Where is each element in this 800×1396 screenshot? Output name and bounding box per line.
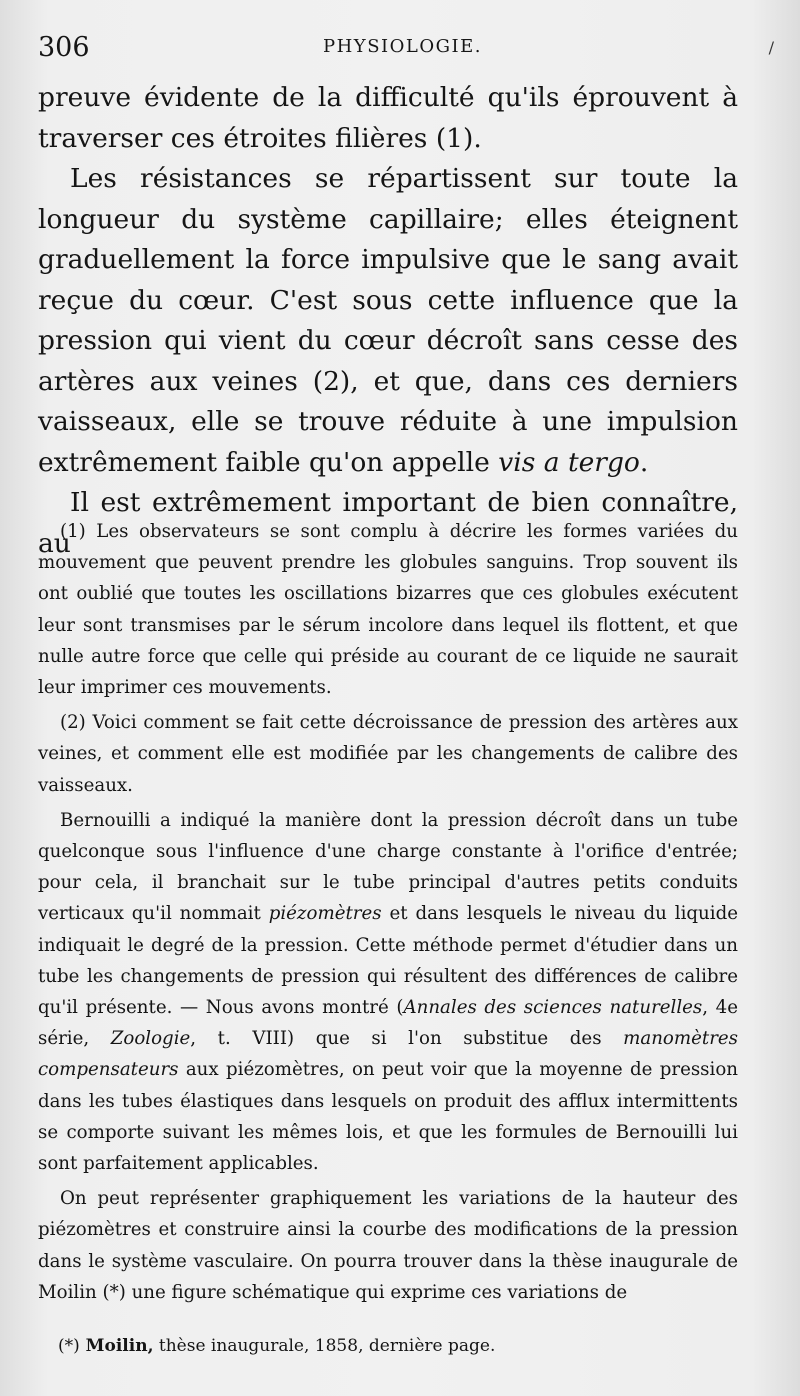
note-text: aux piézomètres, on peut voir que la moyenne de pression dans les tubes élastiques dans lesquels on produit des afflux intermittents se comporte suivant les mêmes lois, et que les formules de Bernouilli lui sont parfaitement applicables. <box>38 1059 738 1175</box>
note-2-bernouilli <box>38 805 738 1179</box>
note-2-graph: On peut représenter graphiquement les variations de la hauteur des piézomètres et construire ainsi la courbe des modifications de la pression dans le système vasculaire. On pourra trouver dans la thèse inaugurale de Moilin (*) une figure schématique qui exprime ces variations de <box>38 1188 738 1303</box>
running-title: PHYSIOLOGIE. <box>323 36 482 57</box>
paragraph-2 <box>38 159 738 483</box>
note-text: , 4e série, <box>38 997 739 1050</box>
notes-section <box>38 516 738 1308</box>
latin-phrase: vis a tergo <box>498 446 640 478</box>
note-text: Bernouilli a indiqué la manière dont la pression décroît dans un tube quelconque sous l'influence d'une charge constante à l'orifice d'entrée; pour cela, il branchait sur le tube principal d'autres petits conduits verticaux qu'il nommait <box>38 809 738 925</box>
footnote-author: Moilin, <box>79 1336 154 1356</box>
footnote-marker: (*) <box>58 1336 80 1356</box>
note-text: , t. VIII) que si l'on substitue des <box>190 1028 624 1050</box>
note-italic: Zoologie <box>110 1028 191 1050</box>
paragraph-2-end: . <box>639 446 649 478</box>
paragraph-2-text: Les résistances se répartissent sur toute la longueur du système capillaire; elles éteignent graduellement la force impulsive que le sang avait reçue du cœur. C'est sous cette influence que la pression qui vient du cœur décroît sans cesse des artères aux veines (2), et que, dans ces derniers vaisseaux, elle se trouve réduite à une impulsion extrêmement faible qu'on appelle <box>38 163 738 478</box>
note-text: et dans lesquels le niveau du liquide indiquait le degré de la pression. Cette méthode permet d'étudier dans un tube les changements de pression qui résultent des différences de calibre qu'il présente. — Nous avons montré ( <box>38 903 738 1019</box>
note-italic: manomètres compensateurs <box>38 1028 738 1081</box>
page-header <box>38 32 778 66</box>
note-italic: piézomètres <box>268 903 382 925</box>
note-italic: Annales des sciences naturelles <box>403 997 703 1019</box>
footnote-text: thèse inaugurale, 1858, dernière page. <box>153 1336 496 1356</box>
note-2: (2) Voici comment se fait cette décroissance de pression des artères aux veines, et comment elle est modifiée par les changements de calibre des vaisseaux. <box>38 712 738 796</box>
footnote <box>58 1332 758 1360</box>
page-number: 306 <box>38 32 90 63</box>
main-text <box>38 78 738 564</box>
edge-mark: / <box>768 38 774 57</box>
paragraph-3: Il est extrêmement important de bien connaître, au <box>38 487 738 559</box>
note-1: (1) Les observateurs se sont complu à décrire les formes variées du mouvement que peuvent prendre les globules sanguins. Trop souvent ils ont oublié que toutes les oscillations bizarres que ces globules exécutent leur sont transmises par le sérum incolore dans lequel ils flottent, et que nulle autre force que celle qui préside au courant de ce liquide ne saurait leur imprimer ces mouvements. <box>38 521 738 699</box>
paragraph-1: preuve évidente de la difficulté qu'ils éprouvent à traverser ces étroites filières (1). <box>38 82 738 154</box>
